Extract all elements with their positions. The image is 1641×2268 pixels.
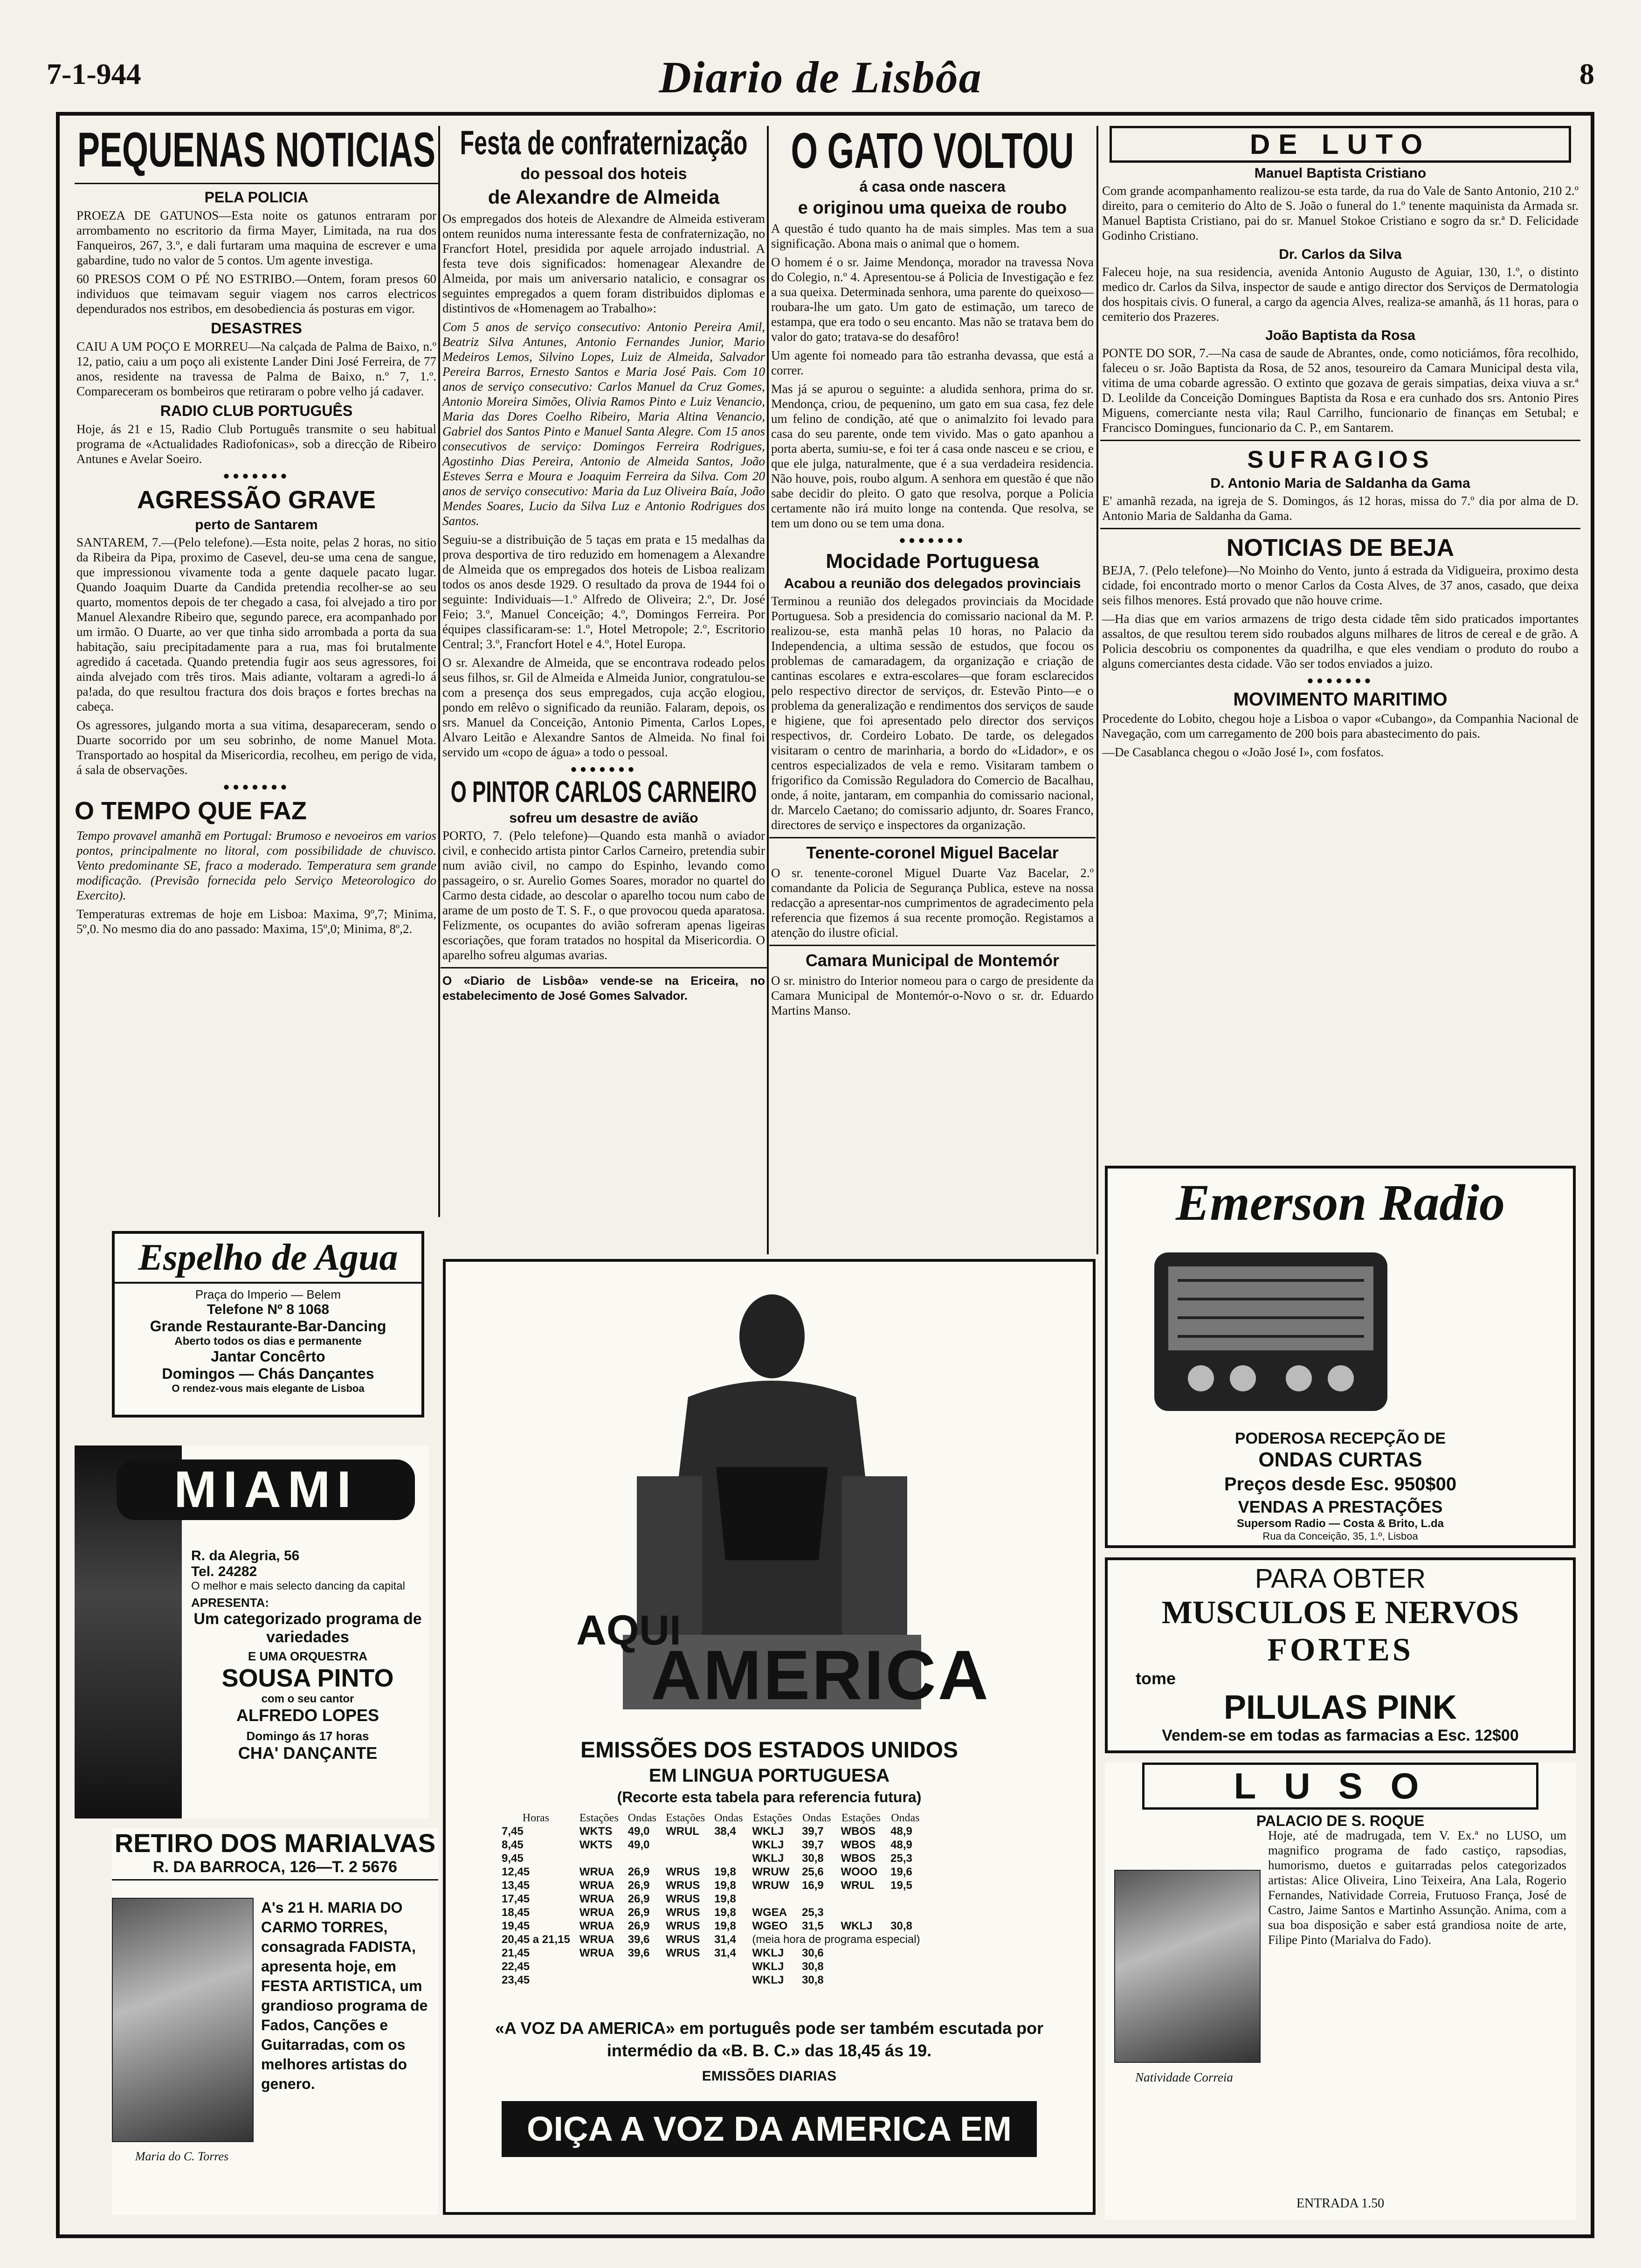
table-cell: WOOO [841, 1866, 878, 1878]
article-text: SANTAREM, 7.—(Pelo telefone).—Esta noite, pelas 2 horas, no sitio da Ribeira da Pipa, proximo de Casevel, deu-se uma cena de sangue, que impressionou vivamente toda a gente daquele pacato lugar. Quando Joaquim Duarte da Candida pretendia recolher-se ao seu quarto, momentos depois de ter chegado a casa, foi alvejado a tiro por Manuel Alexandre Ribeiro que, segundo parece, era acompanhado por um irmão. O Duarte, ao ver que tinha sido arrombada a porta da sua habitação, saiu precipitadamente para a rua, mas foi brutalmente agredido á cacetada. Quando pretendia fugir aos seus agressores, foi ainda alvejado com três tiros. Mais adiante, voltaram a agredi-lo á pa!ada, do que resultou fractura dos dois braços e fortes brechas na cabeça. [76, 535, 436, 713]
ad-luso [1105, 1763, 1576, 2220]
table-cell [623, 1852, 661, 1865]
issue-date: 7-1-944 [47, 57, 141, 90]
col-header: Ondas [627, 1812, 657, 1824]
col-header: Ondas [891, 1812, 920, 1824]
col-header: Estações [841, 1812, 881, 1824]
article-text: PONTE DO SOR, 7.—Na casa de saude de Abrantes, onde, como noticiámos, fôra recolhido, faleceu o sr. João Baptista da Rosa, de 52 anos, tesoureiro da Camara Municipal desta vila, vitima de uma cobarde agressão. O extinto que gozava de gerais simpatias, deixa viuva a sr.ª D. Leolilde da Conceição Domingues Baptista da Rosa e era cunhado dos srs. Antonio Pires Miguens, comerciante nesta vila; Raul Carrilho, funcionario de finanças em Setubal; e Francisco Domingues, funcionario da C. P., em Santarem. [1102, 346, 1579, 435]
ad-note: (Recorte esta tabela para referencia futura) [617, 1789, 922, 1805]
table-cell: WRUA [579, 1879, 614, 1892]
table-cell: 19,8 [714, 1866, 736, 1878]
ad-footer: «A VOZ DA AMERICA» em português pode ser também escutada por intermédio da «B. B. C.» das 18,45 ás 19. [495, 2019, 1044, 2060]
column-gato [769, 126, 1096, 1250]
article-text: O sr. Alexandre de Almeida, que se encontrava rodeado pelos seus filhos, sr. Gil de Almeida e Almeida Junior, congratulou-se com a presença dos seus empregados, cuja acção elogiou, pondo em relêvo o significado da reunião. Falaram, depois, os srs. Manuel da Conceição, Antonio Pimenta, Carlos Lopes, Alvaro Leitão e Alexandre Santos de Almeida. No final foi servido um «copo de água» a todo o pessoal. [442, 656, 765, 759]
col-header: Ondas [802, 1812, 831, 1824]
table-cell [886, 1960, 924, 1973]
ad-subtitle: EM LINGUA PORTUGUESA [648, 1765, 890, 1786]
table-row [497, 1865, 925, 1879]
article-text: Temperaturas extremas de hoje em Lisboa: Maxima, 9º,7; Minima, 5º,0. No mesmo dia do ano passado: Maxima, 15º,0; Minima, 8º,2. [76, 907, 436, 936]
ad-text: R. da Alegria, 56 [191, 1548, 300, 1563]
ad-text: com o seu cantor [261, 1693, 354, 1705]
ad-address: R. DA BARROCA, 126—T. 2 5676 [112, 1858, 438, 1881]
table-cell [623, 1973, 661, 1987]
table-cell: 19,8 [714, 1879, 736, 1892]
table-cell: 8,45 [502, 1839, 524, 1851]
article-subheadline: de Alexandre de Almeida [488, 186, 720, 208]
ad-pilulas-pink [1105, 1557, 1576, 1753]
table-cell: WRUS [666, 1933, 700, 1946]
table-cell [661, 1838, 710, 1852]
article-subheadline: perto de Santarem [195, 517, 318, 532]
ad-banner: OIÇA A VOZ DA AMERICA EM MARCHA [502, 2101, 1037, 2157]
table-cell [710, 1852, 747, 1865]
article-text: —De Casablanca chegou o «João José I», com fosfatos. [1102, 745, 1384, 759]
article-text: PROEZA DE GATUNOS—Esta noite os gatunos entraram por arrombamento no escritorio da firma Mayer, Limitada, na rua dos Fanqueiros, 267, 3.º, e dali furtaram uma maquina de escrever e uma gabardine, tudo no valor de 5 contos. Um agente investiga. [76, 208, 436, 267]
table-cell: 22,45 [502, 1960, 530, 1973]
column-pequenas-noticias [75, 126, 438, 1212]
table-cell [886, 1906, 924, 1919]
table-cell: WKTS [579, 1839, 613, 1851]
article-text: Os empregados dos hoteis de Alexandre de Almeida estiveram ontem reunidos numa interessante festa de confraternização, no Francfort Hotel, presidida por aquele arrojado industrial. A festa teve dois significados: homenagear Alexandre de Almeida, por mais um aniversario natalicio, e consagrar os seguintes empregados a quem foram distribuidos diplomas e distintivos de «Homenagem ao Trabalho»: [442, 212, 765, 315]
ad-brand: RETIRO DOS MARIALVAS [114, 1828, 436, 1858]
table-cell: 39,6 [627, 1933, 650, 1946]
article-text: Tempo provavel amanhã em Portugal: Brumoso e nevoeiros em varios pontos, principalmente no litoral, com possibilidade de chuvisco. Vento predominante SE, fraco a moderado. Temperatura sem grande modificação. (Previsão fornecida pelo Serviço Meteorologico do Exercito). [76, 829, 436, 902]
article-text: Os agressores, julgando morta a sua vitima, desapareceram, sendo o Duarte socorrido por um seu sobrinho, de nome Manuel Mota. Transportado ao hospital da Misericordia, recolheu, em perigo de vida, á sala de observações. [76, 718, 436, 777]
table-cell: 13,45 [502, 1879, 530, 1892]
table-row [497, 1960, 925, 1973]
table-cell: 7,45 [502, 1825, 524, 1838]
table-cell [836, 1960, 886, 1973]
table-cell [575, 1973, 623, 1987]
ad-body [191, 1548, 424, 1763]
ad-text: A's 21 H. MARIA DO CARMO TORRES, consagrada FADISTA, apresenta hoje, em FESTA ARTISTICA, um grandioso programa de Fados, Canções e Guitarradas, com os melhores artistas do genero. [261, 1899, 428, 2092]
ad-retiro-dos-marialvas [112, 1828, 438, 2215]
newspaper-title: Diario de Lisbôa [659, 52, 982, 102]
section-heading: DE LUTO [1249, 129, 1431, 160]
divider [441, 967, 767, 968]
table-cell: WRUA [579, 1920, 614, 1932]
ad-text: Jantar Concêrto [211, 1348, 325, 1365]
ad-text: Domingo ás 17 horas [246, 1729, 369, 1743]
ad-america: AMERICA [651, 1636, 990, 1714]
table-cell: 48,9 [890, 1839, 912, 1851]
table-cell [836, 1946, 886, 1960]
table-row [497, 1973, 925, 1987]
ornament-divider: ●●●●●●● [1307, 675, 1374, 687]
column-festa [441, 126, 767, 1063]
ad-text: Rua da Conceição, 35, 1.º, Lisboa [1262, 1530, 1418, 1542]
luso-heading-box [1142, 1763, 1538, 1810]
subheading: RADIO CLUB PORTUGUÊS [160, 402, 353, 419]
ornament-divider: ●●●●●●● [223, 470, 290, 482]
article-headline: Tenente-coronel Miguel Bacelar [806, 843, 1059, 862]
table-cell: WRUS [666, 1947, 700, 1959]
article-text: Mas já se apurou o seguinte: a aludida senhora, prima do sr. Mendonça, criou, de pequenino, um gato em sua casa, fez dele um felino de condição, até que o animalzito foi levado para casa do seu parente, onde tem vivido. Mas o gato apanhou a porta aberta, sumiu-se, e foi ter á casa onde nasceu e se criou, e que ele julga, naturalmente, que é a sua verdadeira residencia. Não houve, pois, roubo algum. A senhora em questão é que não sabe decidir do pleito. O gato que resolva, porque a Policia certamente não irá muito longe na contenda. Que resolva, se tem um dono ou se tem uma dona. [771, 382, 1094, 530]
col-header: Estações [579, 1812, 619, 1824]
table-cell: 31,5 [802, 1920, 824, 1932]
obituary-name: Dr. Carlos da Silva [1279, 247, 1402, 262]
table-cell: WGEA [752, 1906, 787, 1919]
table-cell: 30,8 [802, 1960, 824, 1973]
table-cell: 16,9 [802, 1879, 824, 1892]
article-subheadline: Acabou a reunião dos delegados provinciais [784, 576, 1081, 591]
article-text: Hoje, ás 21 e 15, Radio Club Português transmite o seu habitual programa de «Actualidades Radiofonicas», sob a direcção de Ribeiro Antunes e Avelar Soeiro. [76, 422, 436, 466]
article-subheadline: D. Antonio Maria de Saldanha da Gama [1210, 476, 1470, 491]
article-text: O sr. ministro do Interior nomeou para o cargo de presidente da Camara Municipal de Montemór-o-Novo o sr. dr. Eduardo Martins Manso. [771, 974, 1094, 1017]
article-text: CAIU A UM POÇO E MORREU—Na calçada de Palma de Baixo, n.º 12, patio, caiu a um poço ali existente Lander Dini José Ferreira, de 77 anos, residente na travessa de Palma de Baixo, n.º 7, 1.º. Compareceram os bombeiros que retiraram o pobre velho já cadaver. [76, 339, 436, 398]
col-header: Horas [522, 1812, 550, 1824]
article-subheadline: á casa onde nascera [859, 178, 1006, 195]
ad-text: FORTES [1267, 1632, 1413, 1668]
ornament-divider: ●●●●●●● [570, 763, 637, 775]
broadcast-schedule-table [497, 1812, 925, 1987]
table-cell: WBOS [841, 1825, 876, 1838]
article-text: PORTO, 7. (Pelo telefone)—Quando esta manhã o aviador civil, e conhecido artista pintor Carlos Carneiro, pretendia subir num avião civil, no campo do Espinho, levando como passageiro, o sr. Aurelio Gomes Soares, morador no quartel do Carmo desta cidade, ao descolar o aparelho tocou num cabo de arame de um posto de T. S. F., o que provocou queda aparatosa. Felizmente, os ocupantes do avião sofreram apenas ligeiras escoriações, que foram tratados no hospital da Misericordia. O aparelho sofreu algumas avarias. [442, 829, 765, 962]
article-headline: O GATO VOLTOU [791, 126, 1074, 179]
table-cell: 17,45 [502, 1893, 530, 1905]
table-cell: 26,9 [627, 1893, 650, 1905]
table-cell [836, 1973, 886, 1987]
table-cell: 9,45 [502, 1852, 524, 1865]
ad-text: Domingos — Chás Dançantes [162, 1365, 374, 1382]
article-text: —Ha dias que em varios armazens de trigo desta cidade têm sido praticados importantes assaltos, de que resultou terem sido roubados alguns milhares de litros de cereal e de grão. A Policia descobriu os componentes da quadrilha, e que eles vendiam o produto do roubo a alguns comerciantes desta cidade. Vão ser todos enviados a juizo. [1102, 612, 1579, 671]
table-cell [797, 1892, 836, 1906]
table-cell: 26,9 [627, 1920, 650, 1932]
table-cell: WKLJ [752, 1960, 784, 1973]
table-cell: WBOS [841, 1852, 876, 1865]
ad-text: O melhor e mais selecto dancing da capital [191, 1580, 405, 1592]
ad-text: Hoje, até de madrugada, tem V. Ex.ª no LUSO, um magnifico programa de fado castiço, rapsodias, humorismo, duetos e guitarradas pelos categorizados artistas: Alice Oliveira, Lino Teixeira, Ana Lala, Rogerio Fernandes, Natividade Correia, Frutuoso França, José de Castro, Jaime Santos e Martinho Assunção. Anima, com a sua boa disposição e saber está grandiosa noite de arte, Filipe Pinto (Marialva do Fado). [1268, 1828, 1566, 1947]
table-cell [886, 1892, 924, 1906]
table-cell: 30,6 [802, 1947, 824, 1959]
table-cell: 19,8 [714, 1920, 736, 1932]
ad-emerson-radio [1105, 1166, 1576, 1548]
ad-voz-da-america [443, 1259, 1096, 2215]
article-text: Procedente do Lobito, chegou hoje a Lisboa o vapor «Cubango», da Companhia Nacional de Navegação, com um carregamento de 200 bois para abastecimento do pais. [1102, 712, 1579, 740]
column-rule [438, 126, 440, 1217]
ad-text: MUSCULOS E NERVOS [1161, 1595, 1519, 1631]
table-cell: (meia hora de programa especial) [752, 1933, 920, 1946]
table-cell: WRUA [579, 1933, 614, 1946]
article-text: 60 PRESOS COM O PÉ NO ESTRIBO.—Ontem, foram presos 60 individuos que teimavam seguir viagem nos carros electricos dependurados nos estribos, em desobediencia ás posturas em vigor. [76, 272, 436, 316]
table-cell [710, 1973, 747, 1987]
masthead [47, 51, 1594, 107]
ad-text: Grande Restaurante-Bar-Dancing [150, 1318, 386, 1335]
article-text: A questão é tudo quanto ha de mais simples. Mas tem a sua significação. Abona mais o animal que o homem. [771, 221, 1094, 250]
ad-text: SOUSA PINTO [221, 1664, 394, 1692]
article-headline: O PINTOR CARLOS CARNEIRO [450, 775, 757, 809]
table-cell: 26,9 [627, 1879, 650, 1892]
section-heading: MOVIMENTO MARITIMO [1233, 689, 1448, 710]
table-cell: WRUS [666, 1879, 700, 1892]
article-text: BEJA, 7. (Pelo telefone)—No Moinho do Vento, junto á estrada da Vidigueira, proximo desta cidade, foi encontrado morto o menor Carlos da Costa Alves, de 37 anos, casado, que deixa seis filhos menores. Está provado que não houve crime. [1102, 563, 1579, 607]
table-cell [886, 1973, 924, 1987]
table-row [497, 1933, 925, 1946]
ad-brand: Emerson Radio [1176, 1174, 1505, 1231]
article-text: Faleceu hoje, na sua residencia, avenida Antonio Augusto de Aguiar, 130, 1.º, o distinto medico dr. Carlos da Silva, inspector de saude e antigo director dos Serviços de Dermatologia dos hospitais civis. O funeral, a cargo da agencia Alves, realiza-se amanhã, ás 11 horas, para o cemiterio dos Prazeres. [1102, 265, 1579, 324]
table-cell [575, 1960, 623, 1973]
photo-caption: Natividade Correia [1135, 2070, 1233, 2084]
table-cell: 19,6 [890, 1866, 912, 1878]
ad-text: APRESENTA: [191, 1596, 269, 1610]
obituary-name: João Baptista da Rosa [1265, 328, 1415, 343]
ad-text: Supersom Radio — Costa & Brito, L.da [1236, 1517, 1444, 1530]
table-cell: 19,8 [714, 1893, 736, 1905]
ad-footer: EMISSÕES DIARIAS [702, 2068, 837, 2084]
table-cell: WKTS [579, 1825, 613, 1838]
table-cell [747, 1892, 797, 1906]
ad-text: Vendem-se em todas as farmacias a Esc. 12$00 [1162, 1727, 1519, 1744]
table-cell: 19,5 [890, 1879, 912, 1892]
table-cell: 26,9 [627, 1906, 650, 1919]
table-row [497, 1919, 925, 1933]
table-row [497, 1838, 925, 1852]
ad-price: ENTRADA 1.50 [1296, 2196, 1385, 2211]
ad-text: ONDAS CURTAS [1258, 1448, 1422, 1471]
table-cell: WBOS [841, 1839, 876, 1851]
table-cell: WRUS [666, 1866, 700, 1878]
table-cell: 49,0 [627, 1825, 650, 1838]
table-cell: WRUA [579, 1866, 614, 1878]
table-cell: 31,4 [714, 1933, 736, 1946]
table-cell: 48,9 [890, 1825, 912, 1838]
ad-text: O rendez-vous mais elegante de Lisboa [172, 1383, 365, 1394]
ad-text: tome [1136, 1669, 1176, 1688]
table-cell [836, 1906, 886, 1919]
article-text: Um agente foi nomeado para tão estranha devassa, que está a correr. [771, 348, 1094, 377]
article-headline: O TEMPO QUE FAZ [75, 797, 307, 825]
table-cell: WKLJ [752, 1839, 784, 1851]
article-text: Com grande acompanhamento realizou-se esta tarde, da rua do Vale de Santo Antonio, 210 2.º direito, para o cemiterio do Alto de S. João o funeral do 1.º tenente maquinista da Armada sr. Manuel Baptista Cristiano, pai do sr. Manuel Stokoe Cristiano e sogro da sr.ª D. Felicidade Godinho Cristiano. [1102, 184, 1579, 242]
ad-text: Tel. 24282 [191, 1564, 257, 1579]
table-cell: WRUS [666, 1893, 700, 1905]
page-number: 8 [1579, 57, 1594, 90]
table-cell: 39,7 [802, 1839, 824, 1851]
table-cell: WKLJ [841, 1920, 873, 1932]
article-text: Seguiu-se a distribuição de 5 taças em prata e 15 medalhas da prova desportiva de tiro reduzido em homenagem a Alexandre de Almeida que os empregados dos hoteis de Lisboa realizam todos os anos desde 1929. O resultado da prova de 1944 foi o seguinte: Individuais—1.º Alfredo de Oliveira; 2.º, Dr. José Feio; 3.º, Manuel Conceição; 4.º, Domingos Ferreira. Por équipes classificaram-se: 1.º, Hotel Metropole; 2.º, Escritorio Central; 3.º, Francfort Hotel e 4.º, Hotel Europa. [442, 532, 765, 651]
table-cell: WRUS [666, 1920, 700, 1932]
table-cell: 39,7 [802, 1825, 824, 1838]
table-cell [836, 1892, 886, 1906]
table-cell: WRUL [666, 1825, 700, 1838]
ad-brand: Espelho de Agua [115, 1234, 421, 1284]
article-subheadline: sofreu um desastre de avião [509, 810, 698, 826]
table-cell: WKLJ [752, 1825, 784, 1838]
table-row [497, 1946, 925, 1960]
ad-text: Praça do Imperio — Belem [195, 1287, 341, 1301]
ad-subtitle: PALACIO DE S. ROQUE [1256, 1812, 1425, 1829]
photo-caption: Maria do C. Torres [135, 2150, 229, 2163]
table-cell: 30,8 [802, 1974, 824, 1986]
article-headline: Camara Municipal de Montemór [805, 951, 1060, 970]
divider [1100, 528, 1580, 529]
ad-text: Telefone Nº 8 1068 [207, 1302, 330, 1317]
table-row [497, 1906, 925, 1919]
table-row [497, 1892, 925, 1906]
ad-text: Preços desde Esc. 950$00 [1224, 1474, 1457, 1494]
ad-text: E UMA ORQUESTRA [248, 1649, 368, 1663]
table-cell: 30,8 [802, 1852, 824, 1865]
article-text: O sr. tenente-coronel Miguel Duarte Vaz Bacelar, 2.º comandante da Policia de Segurança Publica, esteve na nossa redacção a apresentar-nos cumprimentos de agradecimento pela referencia que fizemos á sua recente promoção. Registamos a atenção do ilustre oficial. [771, 866, 1094, 940]
ad-text: Um categorizado programa de variedades [193, 1610, 422, 1646]
table-row [497, 1852, 925, 1865]
table-body [497, 1825, 925, 1987]
table-cell: 25,3 [802, 1906, 824, 1919]
table-cell: WRUA [579, 1947, 614, 1959]
ad-text: PARA OBTER [1255, 1563, 1426, 1594]
table-cell [886, 1946, 924, 1960]
table-cell: 19,45 [502, 1920, 530, 1932]
article-subheadline: do pessoal dos hoteis [520, 165, 687, 183]
article-headline: AGRESSÃO GRAVE [137, 486, 376, 514]
ad-aqui: AQUI [576, 1607, 681, 1654]
table-cell: WRUW [752, 1866, 790, 1878]
divider [769, 837, 1096, 838]
ad-text: CHA' DANÇANTE [238, 1743, 378, 1763]
section-heading: SUFRAGIOS [1247, 446, 1434, 473]
table-cell [575, 1852, 623, 1865]
ad-text: PILULAS PINK [1223, 1689, 1457, 1726]
table-cell: WRUW [752, 1879, 790, 1892]
table-cell: 38,4 [714, 1825, 736, 1838]
ornament-divider: ●●●●●●● [899, 534, 966, 546]
obituary-name: Manuel Baptista Cristiano [1254, 166, 1427, 181]
table-cell: WRUA [579, 1893, 614, 1905]
table-cell: 25,6 [802, 1866, 824, 1878]
section-heading: NOTICIAS DE BEJA [1226, 534, 1455, 561]
ad-text: VENDAS A PRESTAÇÕES [1238, 1497, 1443, 1516]
divider [769, 945, 1096, 946]
divider [1100, 440, 1580, 441]
column-rule [767, 126, 769, 1254]
table-cell: 19,8 [714, 1906, 736, 1919]
table-cell: WKLJ [752, 1852, 784, 1865]
table-cell: 26,9 [627, 1866, 650, 1878]
table-cell: 21,45 [502, 1947, 530, 1959]
table-cell: WKLJ [752, 1974, 784, 1986]
column-rule [1096, 126, 1098, 1254]
portrait-photo [112, 1898, 254, 2142]
table-header-row [497, 1812, 925, 1825]
col-header: Ondas [714, 1812, 743, 1824]
table-cell: 20,45 a 21,15 [502, 1933, 570, 1946]
table-cell: 30,8 [890, 1920, 912, 1932]
article-headline: Festa de confraternização [460, 126, 748, 162]
col-header: Estações [666, 1812, 705, 1824]
article-text: Terminou a reunião dos delegados provinciais da Mocidade Portuguesa. Sob a presidencia do comissario nacional da M. P. realizou-se, esta manhã pelas 10 horas, no Palacio da Independencia, a ultima sessão de estudos, que focou os problemas de camaradagem, da organização e criação de cantinas escolares e extra-escolares—que foram esclarecidos pelo respectivo director de serviços, dr. Estevão Pinto—e o problema da generalização e rendimentos dos serviços de saude e higiene, que foi apresentado pelo director dos serviços respectivos, dr. Cordeiro Lobato. De tarde, os delegados visitaram o centro de marinharia, a bordo do «Lidador», e os centros especializados de vela e remo. Visitaram tambem o frigorifico da Comissão Reguladora do Comercio de Bacalhau, onde, á noite, jantaram, em companhia do comissario nacional, dr. Marcelo Caetano; do comissario adjunto, dr. Soares Franco, directores de serviço e inspectores da organização. [771, 594, 1094, 832]
table-cell [710, 1960, 747, 1973]
section-heading: PEQUENAS NOTICIAS [77, 126, 436, 178]
table-cell: WRUS [666, 1906, 700, 1919]
table-cell: WKLJ [752, 1947, 784, 1959]
table-cell: 39,6 [627, 1947, 650, 1959]
table-cell: 25,3 [890, 1852, 912, 1865]
table-cell: WRUA [579, 1906, 614, 1919]
column-de-luto [1100, 126, 1580, 1292]
article-headline: Mocidade Portuguesa [826, 550, 1039, 573]
ad-brand: LUSO [1234, 1765, 1447, 1806]
table-row [497, 1879, 925, 1892]
ad-miami [75, 1445, 429, 1819]
radio-set-icon [1150, 1243, 1392, 1420]
table-cell: WRUL [841, 1879, 875, 1892]
luto-heading-box [1110, 126, 1571, 163]
table-cell [710, 1838, 747, 1852]
table-cell: 49,0 [627, 1839, 650, 1851]
col-header: Estações [752, 1812, 792, 1824]
subheading: PELA POLICIA [204, 189, 309, 206]
notice-text: O «Diario de Lisbôa» vende-se na Ericeira, no estabelecimento de José Gomes Salvador. [442, 974, 765, 1003]
table-cell [623, 1960, 661, 1973]
table-row [497, 1825, 925, 1838]
article-text: O homem é o sr. Jaime Mendonça, morador na travessa Nova do Colegio, n.º 4. Apresentou-se á Policia de Investigação e fez a sua queixa. Determinada senhora, uma parente do queixoso—roubara-lhe um gato. Um gato de estimação, um tareco de estampa, que era todo o seu encanto. Mas não se tratava bem do valor do gato; tratava-se do desafôro! [771, 255, 1094, 344]
ad-espelho-de-agua [112, 1231, 424, 1418]
ad-text: PODEROSA RECEPÇÃO DE [1234, 1430, 1446, 1447]
table-cell: 23,45 [502, 1974, 530, 1986]
article-subheadline: e originou uma queixa de roubo [798, 198, 1067, 218]
article-text: E' amanhã rezada, na igreja de S. Domingos, ás 12 horas, missa do 7.º dia por alma de D. Antonio Maria de Saldanha da Gama. [1102, 494, 1579, 523]
table-cell: 31,4 [714, 1947, 736, 1959]
portrait-photo [1114, 1870, 1261, 2063]
table-cell [661, 1852, 710, 1865]
subheading: DESASTRES [211, 320, 302, 337]
ornament-divider: ●●●●●●● [223, 781, 290, 793]
table-cell [661, 1960, 710, 1973]
table-cell: 12,45 [502, 1866, 530, 1878]
table-cell: 18,45 [502, 1906, 530, 1919]
table-cell: WGEO [752, 1920, 788, 1932]
article-text: Com 5 anos de serviço consecutivo: Antonio Pereira Amil, Beatriz Silva Antunes, Antonio Fernandes Junior, Mario Medeiros Lemos, Silvino Lopes, Luiz de Almeida, Salvador Pereira Barros, Ernesto Santos e Maria José Pais. Com 10 anos de serviço consecutivo: Carlos Manuel da Cruz Gomes, Antonio Moreira Simões, Olivia Ramos Pinto e Luiz Venancio, Maria das Dores Coelho Ribeiro, Maria Altina Venancio, Gabriel dos Santos Pinto e Manuel Santa Alegre. Com 15 anos consecutivos de serviço: Domingos Ferreira Rodrigues, Agostinho Dias Pereira, Antonio de Almeida Santos, João Esteves Serra e Moura e Joaquim Ferreira da Silva. Com 20 anos de serviço consecutivo: Maria da Luz Oliveira Baía, João Mendes Soares, Lucio da Silva Luz e Antonio Rodrigues dos Santos. [442, 320, 765, 528]
ad-text: ALFREDO LOPES [236, 1706, 379, 1725]
ad-text: Aberto todos os dias e permanente [174, 1335, 362, 1348]
table-cell [661, 1973, 710, 1987]
ad-title: EMISSÕES DOS ESTADOS UNIDOS [580, 1738, 958, 1763]
ad-brand: MIAMI [117, 1459, 415, 1520]
